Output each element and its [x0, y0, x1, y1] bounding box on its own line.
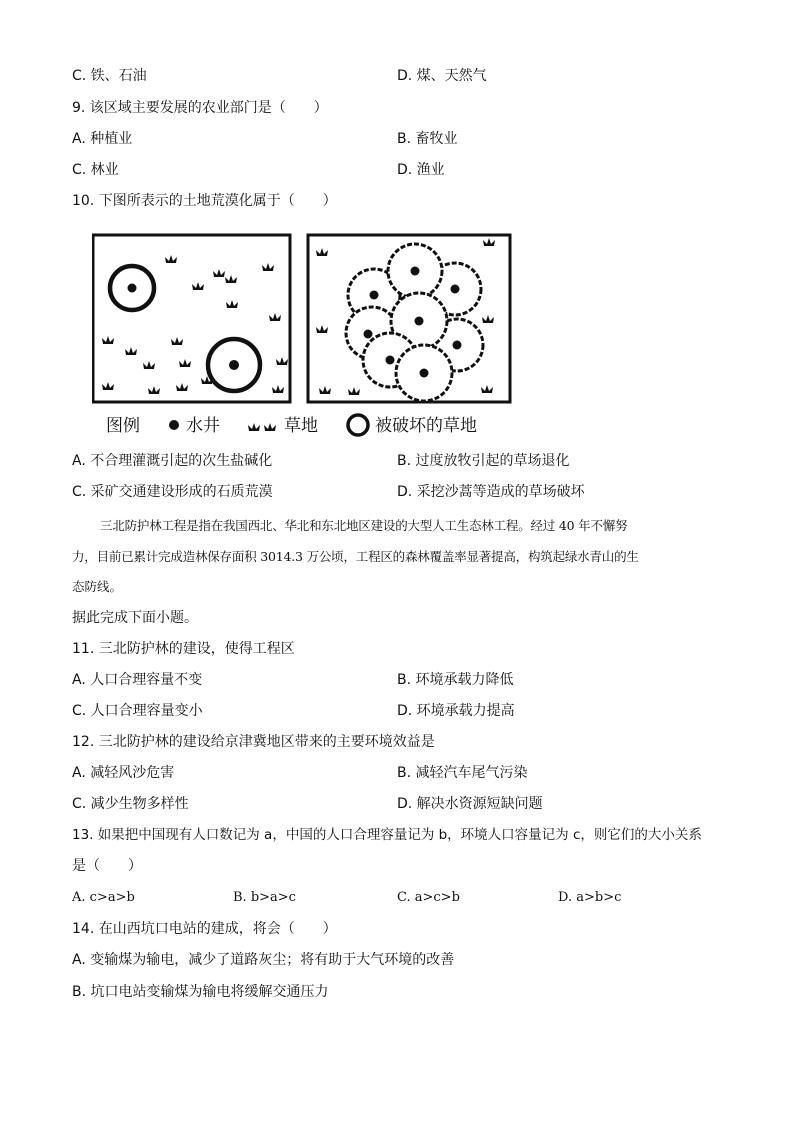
q11-option-c: C. 人口合理容量变小: [72, 703, 203, 719]
q9-stem: 9. 该区域主要发展的农业部门是（ ）: [72, 100, 328, 116]
figure-legend: [106, 415, 477, 436]
q10-option-d: D. 采挖沙蒿等造成的草场破坏: [397, 484, 585, 500]
passage-instruction: 据此完成下面小题。: [72, 610, 198, 626]
q12-stem: 12. 三北防护林的建设给京津冀地区带来的主要环境效益是: [72, 734, 435, 750]
q13-option-b: B. b>a>c: [233, 890, 296, 905]
legend-well-label: 水井: [186, 416, 220, 436]
water-well: [128, 284, 137, 293]
q9-option-b: B. 畜牧业: [397, 131, 458, 147]
q12-option-d: D. 解决水资源短缺问题: [397, 796, 543, 812]
q13-option-d: D. a>b>c: [558, 890, 622, 905]
water-well: [229, 360, 239, 370]
q11-option-d: D. 环境承载力提高: [397, 703, 515, 719]
q10-option-a: A. 不合理灌溉引起的次生盐碱化: [72, 453, 273, 469]
damaged-grass-ring: [110, 266, 154, 310]
q13-stem-line-1: 13. 如果把中国现有人口数记为 a，中国的人口合理容量记为 b，环境人口容量记为 c，则它们的大小关系: [72, 827, 702, 843]
legend-grass-symbol: [248, 423, 260, 431]
q11-option-b: B. 环境承载力降低: [397, 672, 514, 688]
q8-option-d: D. 煤、天然气: [397, 68, 487, 84]
q12-option-a: A. 减轻风沙危害: [72, 765, 175, 781]
right-panel: [308, 235, 510, 402]
q9-option-c: C. 林业: [72, 162, 119, 178]
left-panel: [93, 235, 290, 402]
q10-option-c: C. 采矿交通建设形成的石质荒漠: [72, 484, 273, 500]
legend-damaged-label: 被破坏的草地: [375, 416, 477, 436]
q10-stem: 10. 下图所表示的土地荒漠化属于（ ）: [72, 193, 337, 209]
legend-title: 图例: [106, 416, 140, 436]
q9-option-a: A. 种植业: [72, 131, 133, 147]
legend-grass-label: 草地: [284, 416, 318, 436]
q14-stem: 14. 在山西坑口电站的建成，将会（ ）: [72, 921, 337, 937]
legend-damaged-symbol: [348, 415, 368, 435]
q13-option-c: C. a>c>b: [397, 890, 460, 905]
q11-stem: 11. 三北防护林的建设，使得工程区: [72, 641, 295, 657]
passage-line-3: 态防线。: [72, 579, 123, 594]
q10-option-b: B. 过度放牧引起的草场退化: [397, 453, 570, 469]
q9-option-d: D. 渔业: [397, 162, 445, 178]
q12-option-b: B. 减轻汽车尾气污染: [397, 765, 528, 781]
q13-option-a: A. c>a>b: [72, 890, 135, 905]
desertification-figure: [92, 233, 512, 445]
q12-option-c: C. 减少生物多样性: [72, 796, 189, 812]
passage-line-2: 力，目前已累计完成造林保存面积 3014.3 万公顷，工程区的森林覆盖率显著提高，构筑起绿水青山的生: [72, 549, 639, 564]
passage-line-1: 三北防护林工程是指在我国西北、华北和东北地区建设的大型人工生态林工程。经过 40 年不懈努: [100, 518, 628, 533]
legend-well-symbol: [169, 420, 179, 430]
q14-option-b: B. 坑口电站变输煤为输电将缓解交通压力: [72, 984, 329, 1000]
damaged-grass-ring: [208, 339, 260, 391]
q8-option-c: C. 铁、石油: [72, 68, 147, 84]
q13-stem-line-2: 是（ ）: [72, 858, 142, 874]
q14-option-a: A. 变输煤为输电，减少了道路灰尘；将有助于大气环境的改善: [72, 952, 455, 968]
q11-option-a: A. 人口合理容量不变: [72, 672, 203, 688]
